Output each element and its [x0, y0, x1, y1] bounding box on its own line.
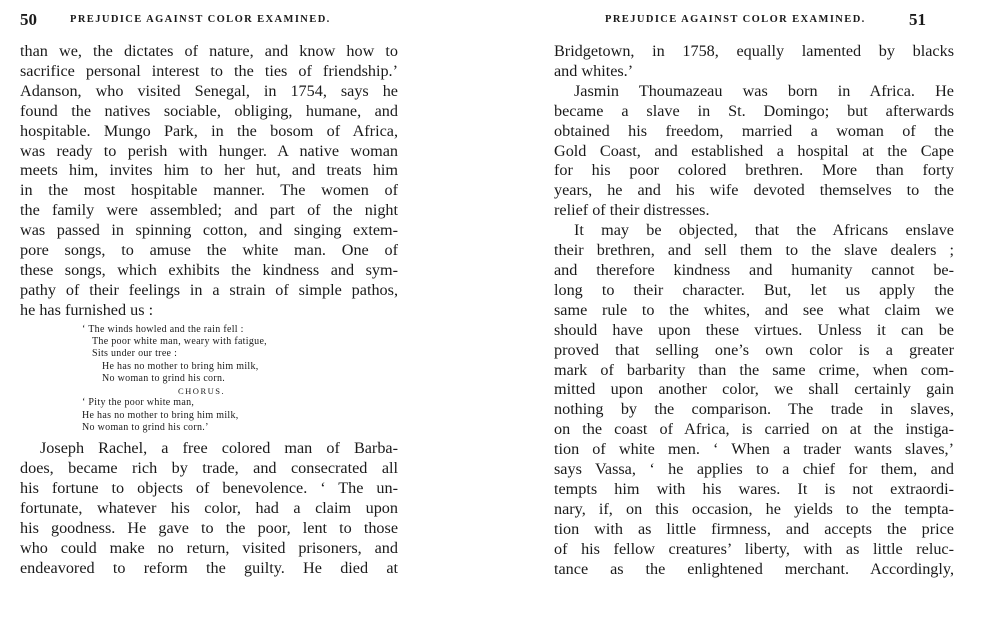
- text-line: relief of their distresses.: [554, 201, 710, 220]
- text-line: these songs, which exhibits the kindness and sym-: [20, 260, 398, 279]
- text-line: years, he and his wife devoted themselves to the: [554, 181, 954, 200]
- text-line: tempts him with his wares. It is not extraordi-: [554, 479, 954, 498]
- text-line: sacrifice personal interest to the ties of friendship.’: [20, 61, 398, 80]
- text-line: his goodness. He gave to the poor, lent to those: [20, 518, 398, 537]
- text-line: in the most hospitable manner. The women of: [20, 181, 398, 200]
- text-line: does, became rich by trade, and consecrated all: [20, 459, 398, 478]
- text-line: tance as the enlightened merchant. Accordingly,: [554, 559, 954, 578]
- page-number: 50: [20, 10, 37, 29]
- page-number: 51: [909, 10, 926, 29]
- right-page: [540, 0, 1000, 631]
- text-line: found the natives sociable, obliging, humane, and: [20, 101, 398, 120]
- text-line: was passed in spinning cotton, and singing extem-: [20, 221, 398, 240]
- text-line: Bridgetown, in 1758, equally lamented by blacks: [554, 42, 954, 60]
- text-line: says Vassa, ‘ he applies to a chief for them, and: [554, 460, 954, 479]
- poem-line: No woman to grind his corn.: [102, 372, 226, 384]
- text-line: nothing by the comparison. The trade in slaves,: [554, 400, 954, 419]
- text-line: pore songs, to amuse the white man. One of: [20, 241, 398, 260]
- text-line: long to their character. But, let us apply the: [554, 280, 954, 299]
- text-line: Jasmin Thoumazeau was born in Africa. He: [574, 81, 954, 100]
- text-line: his fortune to objects of benevolence. ‘ The un-: [20, 479, 398, 498]
- text-line: Gold Coast, and established a hospital at the Cape: [554, 141, 954, 160]
- text-line: proved that selling one’s own color is a greater: [554, 340, 954, 359]
- text-line: for his poor colored brethren. More than forty: [554, 161, 954, 180]
- text-line: the family were assembled; and part of the night: [20, 201, 398, 220]
- text-line: Joseph Rachel, a free colored man of Barba-: [40, 439, 398, 458]
- text-line: nary, if, on this occasion, he yields to the tempta-: [554, 499, 954, 518]
- text-line: became a slave in St. Domingo; but afterwards: [554, 101, 954, 120]
- poem-block: [82, 324, 398, 435]
- text-line: meets him, invites him to her hut, and treats him: [20, 161, 398, 180]
- text-line: was ready to perish with hunger. A native woman: [20, 141, 398, 160]
- text-line: obtained his freedom, married a woman of the: [554, 121, 954, 140]
- text-line: tion with as little firmness, and accepts the price: [554, 519, 954, 538]
- poem-line: ‘ Pity the poor white man,: [82, 397, 195, 409]
- poem-line: The poor white man, weary with fatigue,: [92, 335, 267, 347]
- text-line: than we, the dictates of nature, and know how to: [20, 42, 398, 60]
- text-line: mark of barbarity than the same crime, when com-: [554, 360, 954, 379]
- poem-line: No woman to grind his corn.’: [82, 422, 209, 434]
- text-line: on the coast of Africa, is carried on at the instiga-: [554, 420, 954, 439]
- text-line: same rule to the whites, and see what claim we: [554, 300, 954, 319]
- running-head: PREJUDICE AGAINST COLOR EXAMINED.: [605, 14, 866, 25]
- poem-line: He has no mother to bring him milk,: [102, 360, 259, 372]
- text-line: he has furnished us :: [20, 300, 154, 319]
- text-line: hospitable. Mungo Park, in the bosom of Africa,: [20, 121, 398, 140]
- body-text: [20, 42, 398, 579]
- text-line: and therefore kindness and humanity cannot be-: [554, 260, 954, 279]
- body-text: [554, 42, 954, 579]
- text-line: who could make no return, visited prisoners, and: [20, 538, 398, 557]
- text-line: of his fellow creatures’ liberty, with as little reluc-: [554, 539, 954, 558]
- poem-line: Sits under our tree :: [92, 348, 178, 360]
- text-line: and whites.’: [554, 61, 634, 80]
- left-page: [0, 0, 480, 631]
- poem-line: He has no mother to bring him milk,: [82, 409, 239, 421]
- text-line: Adanson, who visited Senegal, in 1754, says he: [20, 81, 398, 100]
- text-line: should have upon these virtues. Unless it can be: [554, 320, 954, 339]
- running-head: PREJUDICE AGAINST COLOR EXAMINED.: [70, 14, 331, 25]
- text-line: tion of white men. ‘ When a trader wants slaves,’: [554, 440, 954, 459]
- text-line: It may be objected, that the Africans enslave: [574, 221, 954, 240]
- text-line: pathy of their feelings in a strain of simple pathos,: [20, 280, 398, 299]
- chorus-heading: CHORUS.: [178, 386, 226, 397]
- text-line: their brethren, and sell them to the slave dealers ;: [554, 241, 954, 260]
- poem-line: ‘ The winds howled and the rain fell :: [82, 323, 244, 335]
- text-line: fortunate, whatever his color, had a claim upon: [20, 499, 398, 518]
- text-line: mitted upon another color, we shall certainly gain: [554, 380, 954, 399]
- text-line: endeavored to reform the guilty. He died at: [20, 558, 398, 577]
